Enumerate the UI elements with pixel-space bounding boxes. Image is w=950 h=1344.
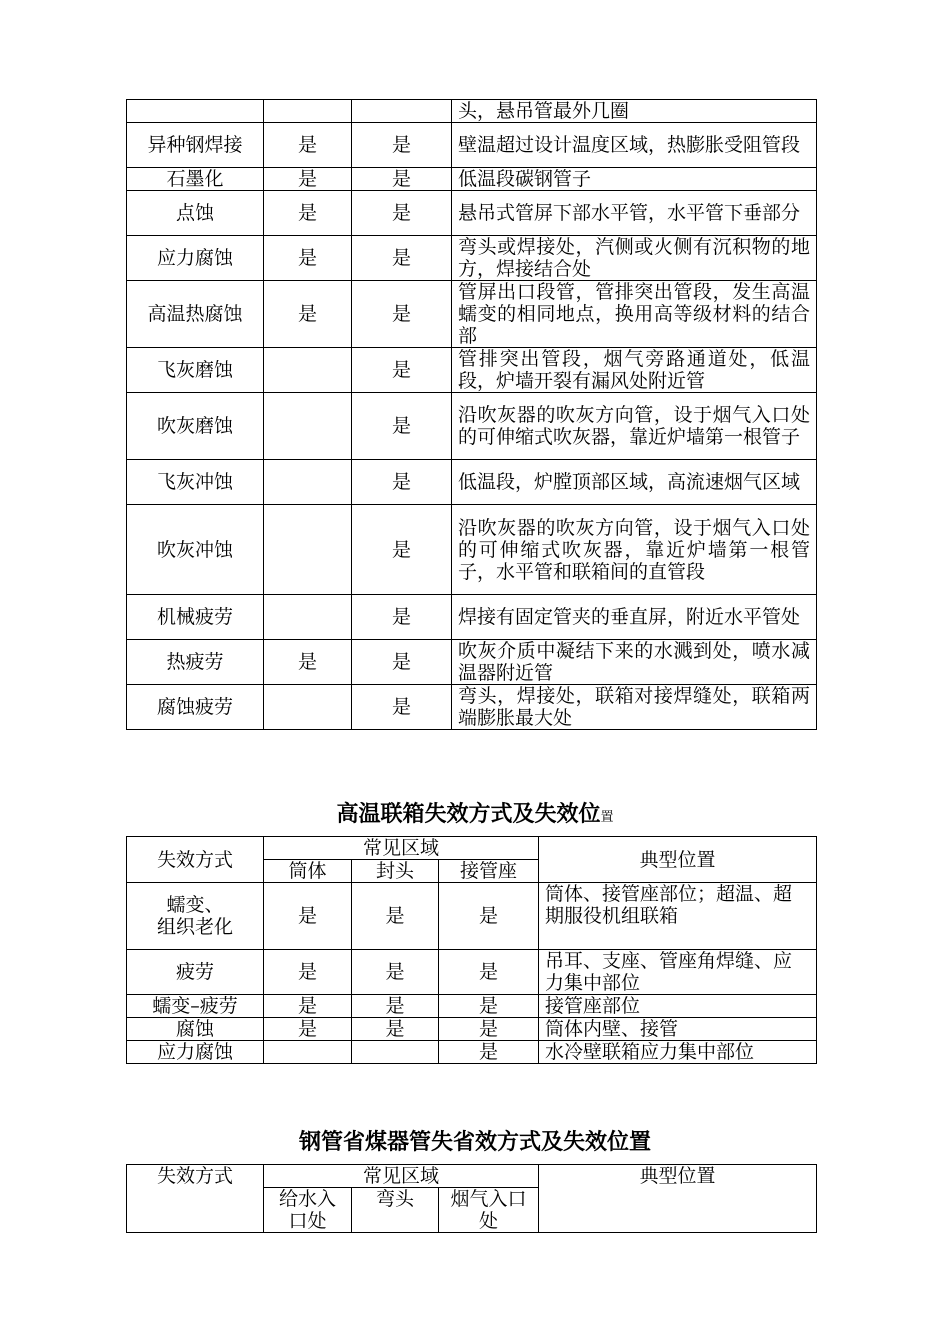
location-cell: 头，悬吊管最外几圈 [452, 100, 817, 123]
table-row [127, 1041, 817, 1064]
location-cell: 低温段，炉膛顶部区域，高流速烟气区域 [452, 460, 817, 505]
region-a-cell [264, 505, 352, 595]
table-row [127, 1018, 817, 1041]
header-region: 常见区域 [264, 1165, 539, 1188]
region-head-cell: 是 [352, 883, 439, 950]
region-a-cell: 是 [264, 640, 352, 685]
table-row [127, 281, 817, 348]
region-shell-cell: 是 [264, 883, 352, 950]
location-cell: 低温段碳钢管子 [452, 168, 817, 191]
region-a-cell [264, 595, 352, 640]
location-cell: 吊耳、支座、管座角焊缝、应力集中部位 [539, 950, 817, 995]
failure-mode-cell: 飞灰冲蚀 [127, 460, 264, 505]
region-a-cell: 是 [264, 191, 352, 236]
region-a-cell: 是 [264, 236, 352, 281]
table-row [127, 640, 817, 685]
header-box-failure-title [0, 797, 950, 828]
region-nozzle-cell: 是 [439, 1041, 539, 1064]
location-cell: 筒体内壁、接管 [539, 1018, 817, 1041]
table-row [127, 236, 817, 281]
region-b-cell: 是 [352, 685, 452, 730]
header-sub-1: 筒体 [264, 860, 352, 883]
region-nozzle-cell: 是 [439, 950, 539, 995]
region-a-cell [264, 685, 352, 730]
failure-mode-cell: 点蚀 [127, 191, 264, 236]
location-cell: 筒体、接管座部位；超温、超期服役机组联箱 [539, 883, 817, 950]
region-head-cell: 是 [352, 950, 439, 995]
header-region: 常见区域 [264, 837, 539, 860]
region-a-cell [264, 100, 352, 123]
failure-mode-cell: 蠕变–疲劳 [127, 995, 264, 1018]
region-a-cell: 是 [264, 123, 352, 168]
header-mode: 失效方式 [127, 1165, 264, 1233]
economizer-failure-table [126, 1164, 817, 1233]
region-shell-cell: 是 [264, 1018, 352, 1041]
failure-mode-cell: 高温热腐蚀 [127, 281, 264, 348]
table-row [127, 191, 817, 236]
region-b-cell: 是 [352, 460, 452, 505]
location-cell: 接管座部位 [539, 995, 817, 1018]
header-location: 典型位置 [539, 837, 817, 883]
region-head-cell: 是 [352, 995, 439, 1018]
region-b-cell: 是 [352, 505, 452, 595]
failure-mode-cell: 蠕变、 组织老化 [127, 883, 264, 950]
header-mode: 失效方式 [127, 837, 264, 883]
region-nozzle-cell: 是 [439, 995, 539, 1018]
region-b-cell: 是 [352, 281, 452, 348]
table-row [127, 348, 817, 393]
failure-mode-cell: 热疲劳 [127, 640, 264, 685]
header-sub-2: 封头 [352, 860, 439, 883]
location-cell: 弯头，焊接处，联箱对接焊缝处，联箱两端膨胀最大处 [452, 685, 817, 730]
location-cell: 水冷壁联箱应力集中部位 [539, 1041, 817, 1064]
region-b-cell: 是 [352, 123, 452, 168]
title-main: 高温联箱失效方式及失效位 [336, 801, 601, 827]
location-cell: 壁温超过设计温度区域，热膨胀受阻管段 [452, 123, 817, 168]
failure-mode-cell: 石墨化 [127, 168, 264, 191]
region-head-cell: 是 [352, 1018, 439, 1041]
region-shell-cell [264, 1041, 352, 1064]
failure-mode-cell: 应力腐蚀 [127, 1041, 264, 1064]
table-row [127, 100, 817, 123]
region-b-cell: 是 [352, 595, 452, 640]
location-cell: 悬吊式管屏下部水平管，水平管下垂部分 [452, 191, 817, 236]
region-shell-cell: 是 [264, 995, 352, 1018]
location-cell: 管排突出管段，烟气旁路通道处，低温段，炉墙开裂有漏风处附近管 [452, 348, 817, 393]
table-row [127, 595, 817, 640]
header-sub-3: 烟气入口处 [439, 1188, 539, 1233]
table-row [127, 950, 817, 995]
failure-mode-cell [127, 100, 264, 123]
region-shell-cell: 是 [264, 950, 352, 995]
table-row [127, 168, 817, 191]
location-cell: 吹灰介质中凝结下来的水溅到处，喷水减温器附近管 [452, 640, 817, 685]
region-nozzle-cell: 是 [439, 1018, 539, 1041]
table-row [127, 883, 817, 950]
table-row [127, 995, 817, 1018]
header-sub-2: 弯头 [352, 1188, 439, 1233]
region-a-cell [264, 348, 352, 393]
table-row [127, 685, 817, 730]
header-sub-3: 接管座 [439, 860, 539, 883]
table-row [127, 460, 817, 505]
failure-mode-cell: 吹灰磨蚀 [127, 393, 264, 460]
region-a-cell: 是 [264, 281, 352, 348]
header-sub-1: 给水入口处 [264, 1188, 352, 1233]
table-row [127, 505, 817, 595]
failure-mode-cell: 机械疲劳 [127, 595, 264, 640]
region-b-cell [352, 100, 452, 123]
region-b-cell: 是 [352, 640, 452, 685]
region-b-cell: 是 [352, 168, 452, 191]
location-cell: 管屏出口段管，管排突出管段，发生高温蠕变的相同地点，换用高等级材料的结合部 [452, 281, 817, 348]
failure-mode-cell: 腐蚀疲劳 [127, 685, 264, 730]
region-head-cell [352, 1041, 439, 1064]
failure-mode-cell: 腐蚀 [127, 1018, 264, 1041]
region-b-cell: 是 [352, 348, 452, 393]
region-a-cell [264, 393, 352, 460]
region-b-cell: 是 [352, 393, 452, 460]
location-cell: 弯头或焊接处，汽侧或火侧有沉积物的地方，焊接结合处 [452, 236, 817, 281]
region-nozzle-cell: 是 [439, 883, 539, 950]
table-row [127, 393, 817, 460]
economizer-failure-title: 钢管省煤器管失省效方式及失效位置 [298, 1129, 651, 1155]
region-b-cell: 是 [352, 236, 452, 281]
location-cell: 沿吹灰器的吹灰方向管，设于烟气入口处的可伸缩式吹灰器，靠近炉墙第一根管子，水平管和联箱间的直管段 [452, 505, 817, 595]
region-b-cell: 是 [352, 191, 452, 236]
header-location: 典型位置 [539, 1165, 817, 1233]
location-cell: 沿吹灰器的吹灰方向管，设于烟气入口处的可伸缩式吹灰器，靠近炉墙第一根管子 [452, 393, 817, 460]
failure-mode-cell: 吹灰冲蚀 [127, 505, 264, 595]
table-row [127, 123, 817, 168]
header-box-failure-table [126, 836, 817, 1064]
title-small: 置 [600, 810, 614, 825]
region-a-cell [264, 460, 352, 505]
failure-mode-cell: 疲劳 [127, 950, 264, 995]
failure-table-1 [126, 99, 817, 730]
failure-mode-cell: 飞灰磨蚀 [127, 348, 264, 393]
failure-mode-cell: 异种钢焊接 [127, 123, 264, 168]
region-a-cell: 是 [264, 168, 352, 191]
location-cell: 焊接有固定管夹的垂直屏，附近水平管处 [452, 595, 817, 640]
failure-mode-cell: 应力腐蚀 [127, 236, 264, 281]
